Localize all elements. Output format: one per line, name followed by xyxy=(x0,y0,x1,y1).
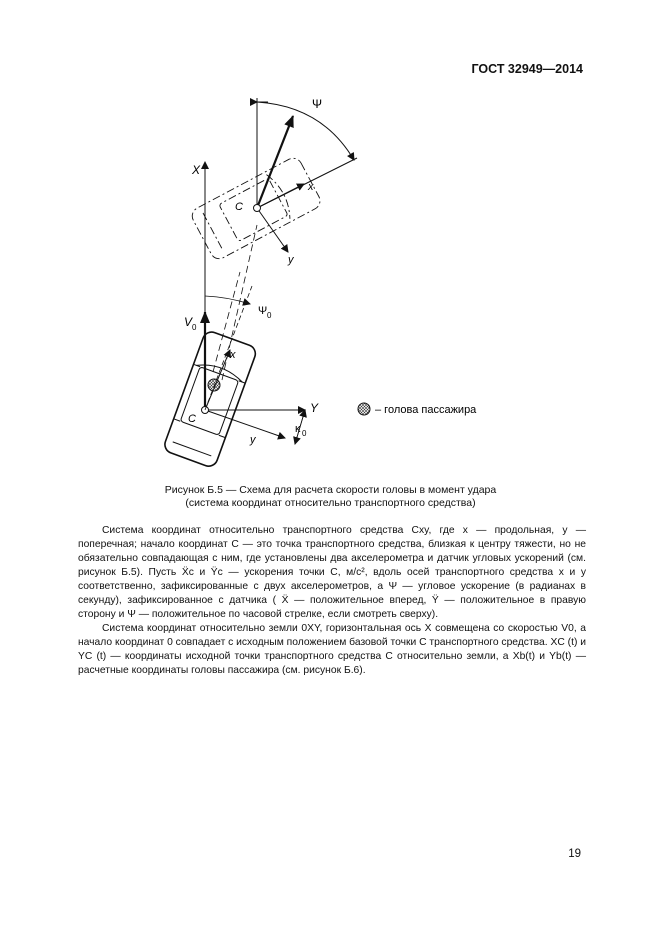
label-c-bottom: C xyxy=(188,413,196,425)
legend-head-icon xyxy=(358,403,370,415)
caption-line-2: (система координат относительно транспортного средства) xyxy=(185,497,476,509)
label-X: X xyxy=(192,163,201,177)
label-kappa0-sub: 0 xyxy=(302,429,307,438)
bottom-vehicle xyxy=(162,330,257,469)
caption-line-1: Рисунок Б.5 — Схема для расчета скорости головы в момент удара xyxy=(164,484,497,496)
body-text xyxy=(78,524,586,678)
top-vehicle-y-axis xyxy=(257,208,288,252)
label-psi0-sub: 0 xyxy=(267,311,272,320)
label-Y: Y xyxy=(310,401,319,415)
point-c-top xyxy=(254,205,261,212)
trajectory-line-1 xyxy=(213,272,240,372)
label-y-bottom: y xyxy=(250,434,256,446)
page-number: 19 xyxy=(568,848,581,860)
label-c-top: C xyxy=(235,201,243,213)
label-psi0: Ψ xyxy=(258,305,268,317)
paragraph-1: Система координат относительно транспортного средства Cxy, где x — продольная, y — поперечная; начало координат C — это точка транспортного средства, близкая к центру тяжести, но не обязательно совпадающая с ним, где установлены два акселерометра и датчик угловых ускорений (см. рисунок Б.5). Пусть Ẍc и Ÿc — ускорения точки C, м/с², вдоль осей транспортного средства x и y соответственно, зафиксированные с двух акселерометров, а Ψ — угловое ускорение (в радианах в секунду), зафиксированное с датчика ( Ẍ — положительное вперед, Ÿ — положительное в правую сторону и Ψ — положительное по часовой стрелке, если смотреть сверху). xyxy=(78,525,586,620)
trajectory-line-2 xyxy=(222,225,257,380)
psi-arc xyxy=(257,102,354,160)
legend-label: – голова пассажира xyxy=(375,404,477,416)
psi0-arc xyxy=(205,296,250,304)
label-kappa0: κ xyxy=(295,423,301,435)
bottom-vehicle-y-axis xyxy=(205,410,285,438)
label-x-bottom: x xyxy=(230,349,236,361)
label-psi: Ψ xyxy=(312,97,323,111)
paragraph-2: Система координат относительно земли 0XY, горизонтальная ось X совмещена со скоростью V0, а начало координат 0 совпадает с исходным положением базовой точки C транспортного средства. XC (t) и YC (t) — координаты исходной точки транспортного средства C относительно земли, а Xb(t) и Yb(t) — расчетные координаты головы пассажира (см. рисунок Б.6). xyxy=(78,623,586,676)
figure-caption xyxy=(0,484,661,510)
label-x-top: x xyxy=(308,181,314,193)
standard-header: ГОСТ 32949—2014 xyxy=(471,62,583,76)
label-v0: V xyxy=(184,315,193,329)
head-marker-bottom xyxy=(208,379,220,391)
label-y-top: y xyxy=(288,254,294,266)
label-v0-sub: 0 xyxy=(192,323,197,332)
head-velocity-arrow xyxy=(257,116,293,208)
